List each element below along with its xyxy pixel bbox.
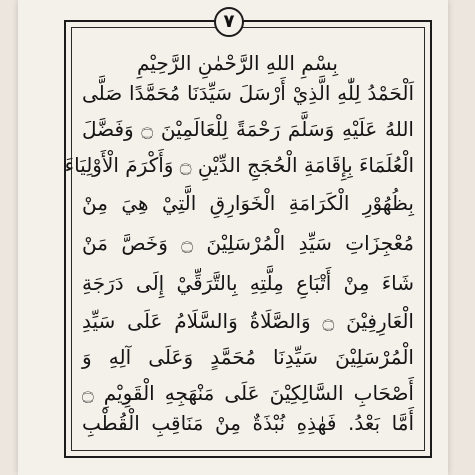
text-line-9: أَصْحَابِ السَّالِكِيْنَ عَلَى مَنْهَجِهِ الْقَوِيْمِ ۝ <box>82 381 414 405</box>
text-line-1: اَلْحَمْدُ لِلّٰهِ الَّذِيْ أَرْسَلَ سَيِّدَنَا مُحَمَّدًا صَلَّى <box>82 81 414 105</box>
text-line-7: الْعَارِفِيْنَ ۝ وَالصَّلَاةُ وَالسَّلَامُ عَلَى سَيِّدِ <box>82 309 414 333</box>
text-line-2: اللهُ عَلَيْهِ وَسَلَّمَ رَحْمَةً لِلْعَالَمِيْنَ ۝ وَفَضَّلَ <box>82 117 414 141</box>
text-line-8: الْمُرْسَلِيْنَ سَيِّدِنَا مُحَمَّدٍ وَعَلَى آلِهِ وَ <box>82 345 414 369</box>
page-number: ٧ <box>223 11 235 32</box>
page-number-badge <box>214 7 244 37</box>
text-body <box>64 48 414 440</box>
text-line-6: شَاءَ مِنْ أَتْبَاعِ مِلَّتِهِ بِالتَّرَقِّيْ إِلَى دَرَجَةِ <box>82 271 414 295</box>
text-line-10: أَمَّا بَعْدُ. فَهٰذِهِ نُبْذَةٌ مِنْ مَنَاقِبِ الْقُطْبِ <box>82 411 414 435</box>
text-line-3: الْعُلَمَاءَ بِإِقَامَةِ الْحُجَجِ الدِّيْنِ ۝ وَأَكْرَمَ الْأَوْلِيَاءَ <box>64 153 414 177</box>
text-line-4: بِظُهُوْرِ الْكَرَامَةِ الْخَوَارِقِ الَّتِيْ هِيَ مِنْ <box>82 191 414 215</box>
basmala-line: بِسْمِ اللهِ الرَّحْمٰنِ الرَّحِيْمِ <box>136 51 338 75</box>
text-line-5: مُعْجِزَاتِ سَيِّدِ الْمُرْسَلِيْنَ ۝ وَخَصَّ مَنْ <box>82 231 414 255</box>
